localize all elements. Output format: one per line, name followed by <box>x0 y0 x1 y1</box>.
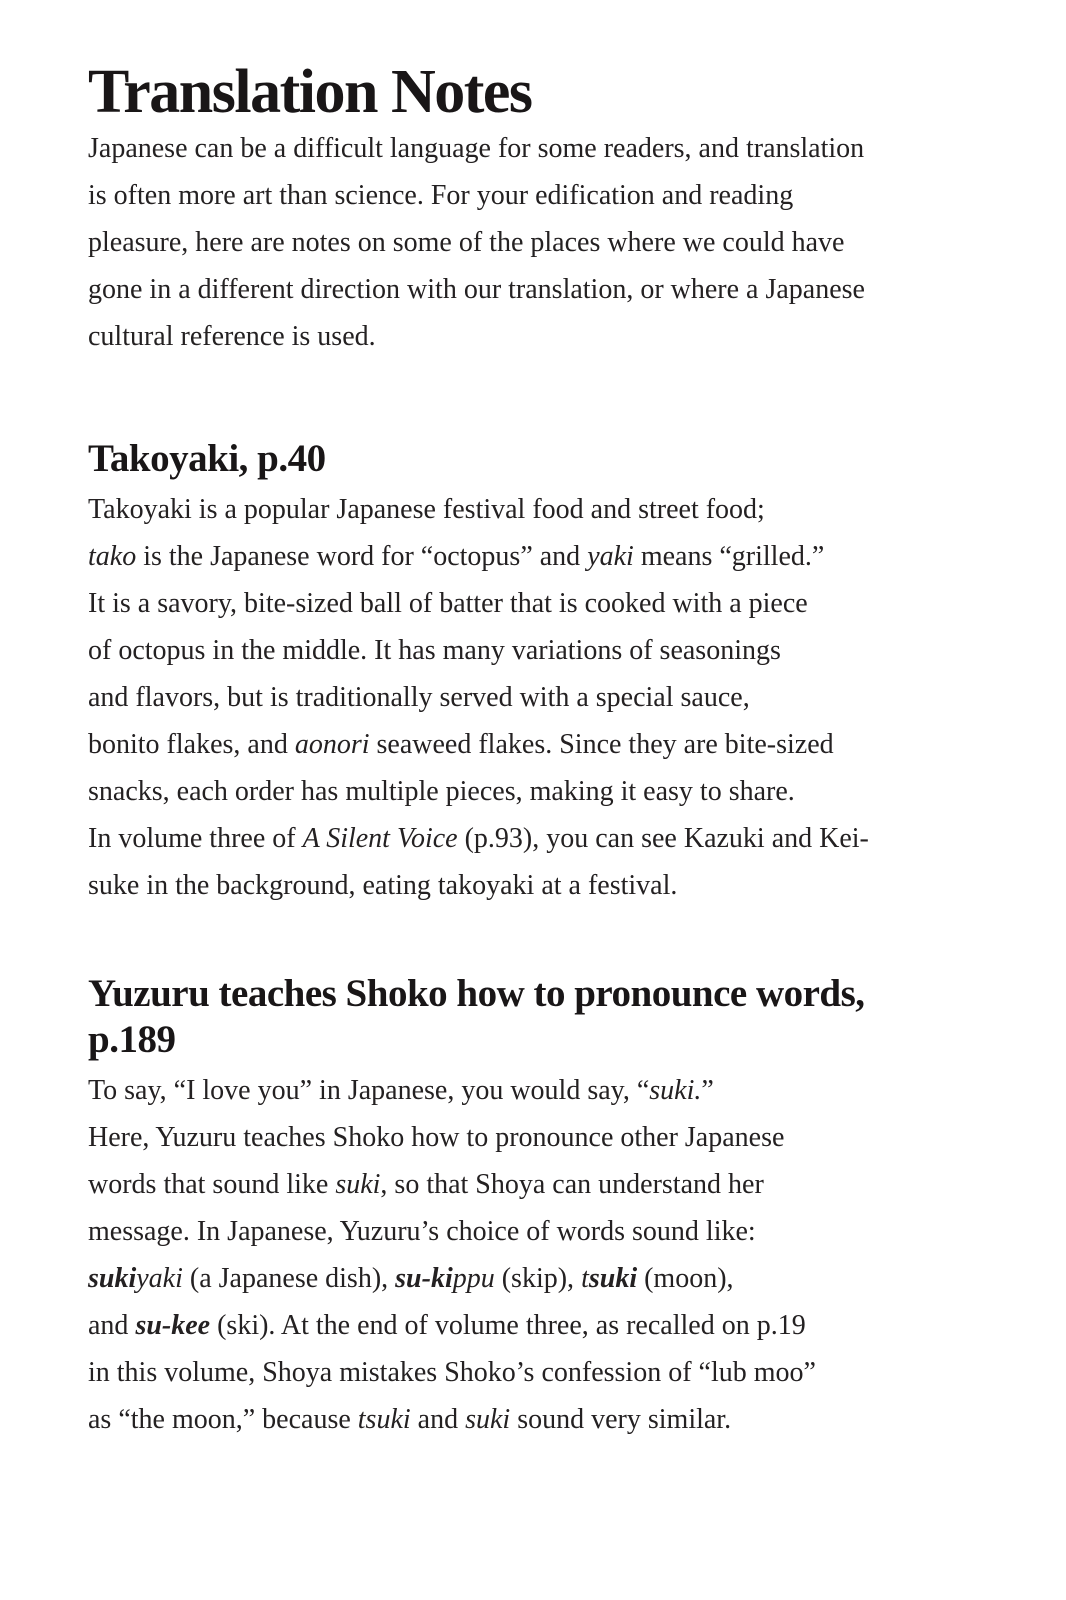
text-segment: (skip), <box>494 1263 582 1294</box>
text-segment: of octopus in the middle. It has many variations of seasonings <box>88 635 781 666</box>
text-segment: message. In Japanese, Yuzuru’s choice of words sound like: <box>88 1216 756 1247</box>
text-segment: pleasure, here are notes on some of the places where we could have <box>88 227 845 258</box>
text-segment: bonito flakes, and <box>88 729 295 760</box>
text-segment: tsuki <box>357 1404 411 1435</box>
text-segment: suki. <box>649 1075 702 1106</box>
text-segment: To say, “I love you” in Japanese, you would say, “ <box>88 1075 650 1106</box>
text-segment: and <box>410 1404 466 1435</box>
section-body-yuzuru-pronounce <box>88 1067 1026 1443</box>
text-segment: seaweed flakes. Since they are bite-sized <box>369 729 834 760</box>
text-segment: A Silent Voice <box>302 823 458 854</box>
text-segment: Takoyaki, p.40 <box>88 437 326 480</box>
text-segment: p.189 <box>88 1018 176 1061</box>
intro-paragraph <box>88 125 1026 360</box>
text-segment: (ski). At the end of volume three, as recalled on p.19 <box>210 1310 806 1341</box>
text-segment: is the Japanese word for “octopus” and <box>136 541 588 572</box>
text-segment: and flavors, but is traditionally served with a special sauce, <box>88 682 750 713</box>
text-segment: gone in a different direction with our translation, or where a Japanese <box>88 274 865 305</box>
section-heading-takoyaki <box>88 436 1026 482</box>
text-segment: suki <box>465 1404 511 1435</box>
text-segment: as “the moon,” because <box>88 1404 358 1435</box>
text-segment: tako <box>88 541 137 572</box>
section-takoyaki <box>88 436 1026 909</box>
text-segment: in this volume, Shoya mistakes Shoko’s confession of “lub moo” <box>88 1357 816 1388</box>
text-segment: It is a savory, bite-sized ball of batter that is cooked with a piece <box>88 588 808 619</box>
text-segment: ” <box>701 1075 714 1106</box>
text-segment: su-kee <box>135 1310 211 1341</box>
text-segment: sound very similar. <box>510 1404 732 1435</box>
text-segment: yaki <box>136 1263 183 1294</box>
text-segment: (p.93), you can see Kazuki and Kei- <box>457 823 869 854</box>
section-body-takoyaki <box>88 486 1026 909</box>
text-segment: (a Japanese dish), <box>182 1263 396 1294</box>
text-segment: suki <box>588 1263 638 1294</box>
text-segment: means “grilled.” <box>633 541 825 572</box>
text-segment: su-ki <box>395 1263 453 1294</box>
section-heading-yuzuru-pronounce <box>88 971 1026 1063</box>
text-segment: Japanese can be a difficult language for some readers, and translation <box>88 133 865 164</box>
text-segment: Yuzuru teaches Shoko how to pronounce words, <box>88 972 865 1015</box>
text-segment: suke in the background, eating takoyaki at a festival. <box>88 870 678 901</box>
text-segment: yaki <box>587 541 634 572</box>
text-segment: Here, Yuzuru teaches Shoko how to pronounce other Japanese <box>88 1122 785 1153</box>
text-segment: snacks, each order has multiple pieces, making it easy to share. <box>88 776 795 807</box>
page-title: Translation Notes <box>88 58 532 126</box>
section-yuzuru-pronounce <box>88 971 1026 1443</box>
text-segment: aonori <box>294 729 370 760</box>
text-segment: (moon), <box>637 1263 734 1294</box>
text-segment: words that sound like <box>88 1169 336 1200</box>
text-segment: cultural reference is used. <box>88 321 376 352</box>
text-segment: In volume three of <box>88 823 303 854</box>
text-segment: t <box>581 1263 589 1294</box>
text-segment: suki <box>335 1169 381 1200</box>
text-segment: and <box>88 1310 136 1341</box>
text-segment: ppu <box>452 1263 495 1294</box>
text-segment: Takoyaki is a popular Japanese festival food and street food; <box>88 494 765 525</box>
text-segment: suki <box>88 1263 137 1294</box>
text-segment: , so that Shoya can understand her <box>380 1169 764 1200</box>
text-segment: is often more art than science. For your edification and reading <box>88 180 794 211</box>
